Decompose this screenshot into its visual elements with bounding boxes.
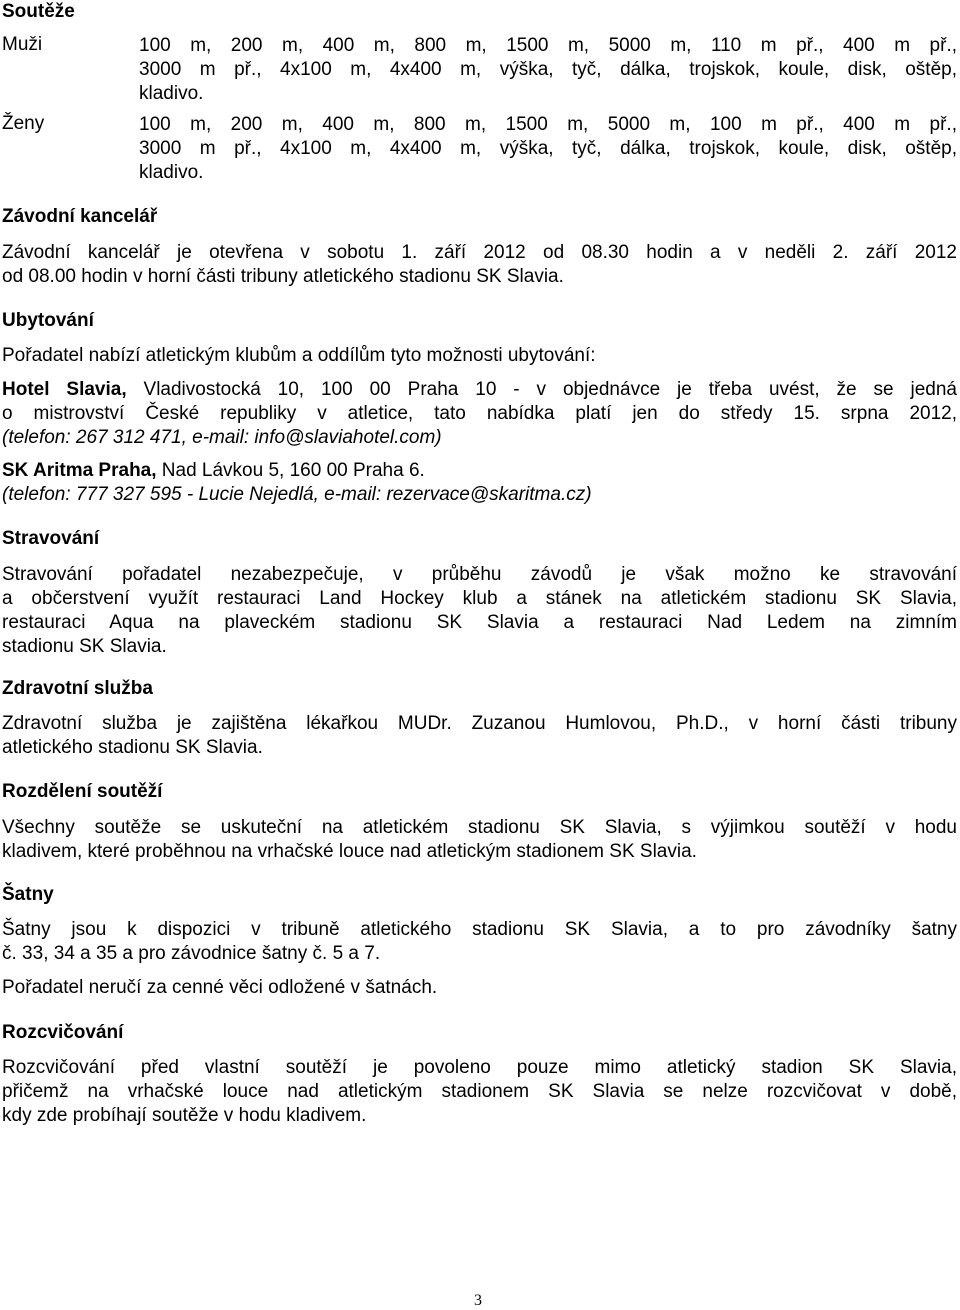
section-heading-satny: Šatny xyxy=(2,884,54,905)
text-line: Šatny jsou k dispozici v tribuně atletického stadionu SK Slavia, a to pro závodníky šatny xyxy=(2,919,957,940)
text-line: restauraci Aqua na plaveckém stadionu SK Slavia a restauraci Nad Ledem na zimním xyxy=(2,612,957,633)
text-line: Závodní kancelář je otevřena v sobotu 1. září 2012 od 08.30 hodin a v neděli 2. září 2012 xyxy=(2,242,957,263)
text-line: přičemž na vrhačské louce nad atletickým stadionem SK Slavia se nelze rozcvičovat v době, xyxy=(2,1081,957,1102)
section-heading-stravovani: Stravování xyxy=(2,528,100,549)
text-line: od 08.00 hodin v horní části tribuny atletického stadionu SK Slavia. xyxy=(2,266,564,287)
paragraph-kancelar xyxy=(2,241,957,289)
text-line xyxy=(2,378,957,402)
text-line: kladivem, které proběhnou na vrhačské louce nad atletickým stadionem SK Slavia. xyxy=(2,841,697,862)
section-heading-ubytovani: Ubytování xyxy=(2,310,94,331)
category-label-zeny: Ženy xyxy=(2,113,45,134)
text-line: Všechny soutěže se uskuteční na atletickém stadionu SK Slavia, s výjimkou soutěží v hodu xyxy=(2,817,957,838)
text-line: Zdravotní služba je zajištěna lékařkou MUDr. Zuzanou Humlovou, Ph.D., v horní části tribuny xyxy=(2,713,957,734)
section-heading-rozdeleni: Rozdělení soutěží xyxy=(2,781,163,802)
text-line: Stravování pořadatel nezabezpečuje, v průběhu závodů je však možno ke stravování xyxy=(2,564,957,585)
events-zeny-line: 100 m, 200 m, 400 m, 800 m, 1500 m, 5000 m, 100 m př., 400 m př., xyxy=(139,114,957,135)
aritma-contact: (telefon: 777 327 595 - Lucie Nejedlá, e-mail: rezervace@skaritma.cz) xyxy=(2,484,592,505)
section-heading-kancelar: Závodní kancelář xyxy=(2,206,158,227)
text-line: stadionu SK Slavia. xyxy=(2,636,167,657)
events-muzi-line: 3000 m př., 4x100 m, 4x400 m, výška, tyč, dálka, trojskok, koule, disk, oštěp, xyxy=(139,59,957,80)
hotel-name: Hotel Slavia, xyxy=(2,379,127,400)
text-line: Rozcvičování před vlastní soutěží je povoleno pouze mimo atletický stadion SK Slavia, xyxy=(2,1057,957,1078)
events-muzi-line: kladivo. xyxy=(139,83,204,104)
text-line: a občerstvení využít restauraci Land Hockey klub a stánek na atletickém stadionu SK Slavia, xyxy=(2,588,957,609)
events-muzi-line: 100 m, 200 m, 400 m, 800 m, 1500 m, 5000 m, 110 m př., 400 m př., xyxy=(139,35,957,56)
satny-note: Pořadatel neručí za cenné věci odložené v šatnách. xyxy=(2,977,438,998)
events-muzi xyxy=(139,34,957,106)
text-line: atletického stadionu SK Slavia. xyxy=(2,737,263,758)
paragraph-satny xyxy=(2,918,957,966)
text-line: o mistrovství České republiky v atletice, tato nabídka platí jen do středy 15. srpna 2012, xyxy=(2,403,957,424)
paragraph-stravovani xyxy=(2,563,957,659)
hotel-contact: (telefon: 267 312 471, e-mail: info@slaviahotel.com) xyxy=(2,427,442,448)
page-number: 3 xyxy=(474,1292,482,1309)
section-heading-rozcvicovani: Rozcvičování xyxy=(2,1022,124,1043)
section-heading-soutezy: Soutěže xyxy=(2,1,75,22)
paragraph-rozcvicovani xyxy=(2,1056,957,1128)
aritma-address: Nad Lávkou 5, 160 00 Praha 6. xyxy=(156,460,425,481)
text-line: kdy zde probíhají soutěže v hodu kladivem. xyxy=(2,1105,367,1126)
text-line: č. 33, 34 a 35 a pro závodnice šatny č. 5 a 7. xyxy=(2,943,381,964)
ubytovani-intro: Pořadatel nabízí atletickým klubům a oddílům tyto možnosti ubytování: xyxy=(2,345,596,366)
aritma-name: SK Aritma Praha, xyxy=(2,460,157,481)
section-heading-zdravotni: Zdravotní služba xyxy=(2,678,153,699)
category-label-muzi: Muži xyxy=(2,34,43,55)
paragraph-rozdeleni xyxy=(2,816,957,864)
aritma-entry xyxy=(2,459,957,507)
hotel-address: Vladivostocká 10, 100 00 Praha 10 - v objednávce je třeba uvést, že se jedná xyxy=(126,379,957,400)
paragraph-zdravotni xyxy=(2,712,957,760)
text-line xyxy=(2,459,957,483)
events-zeny-line: kladivo. xyxy=(139,162,204,183)
events-zeny-line: 3000 m př., 4x100 m, 4x400 m, výška, tyč, dálka, trojskok, koule, disk, oštěp, xyxy=(139,138,957,159)
events-zeny xyxy=(139,113,957,185)
hotel-slavia-entry xyxy=(2,378,957,450)
